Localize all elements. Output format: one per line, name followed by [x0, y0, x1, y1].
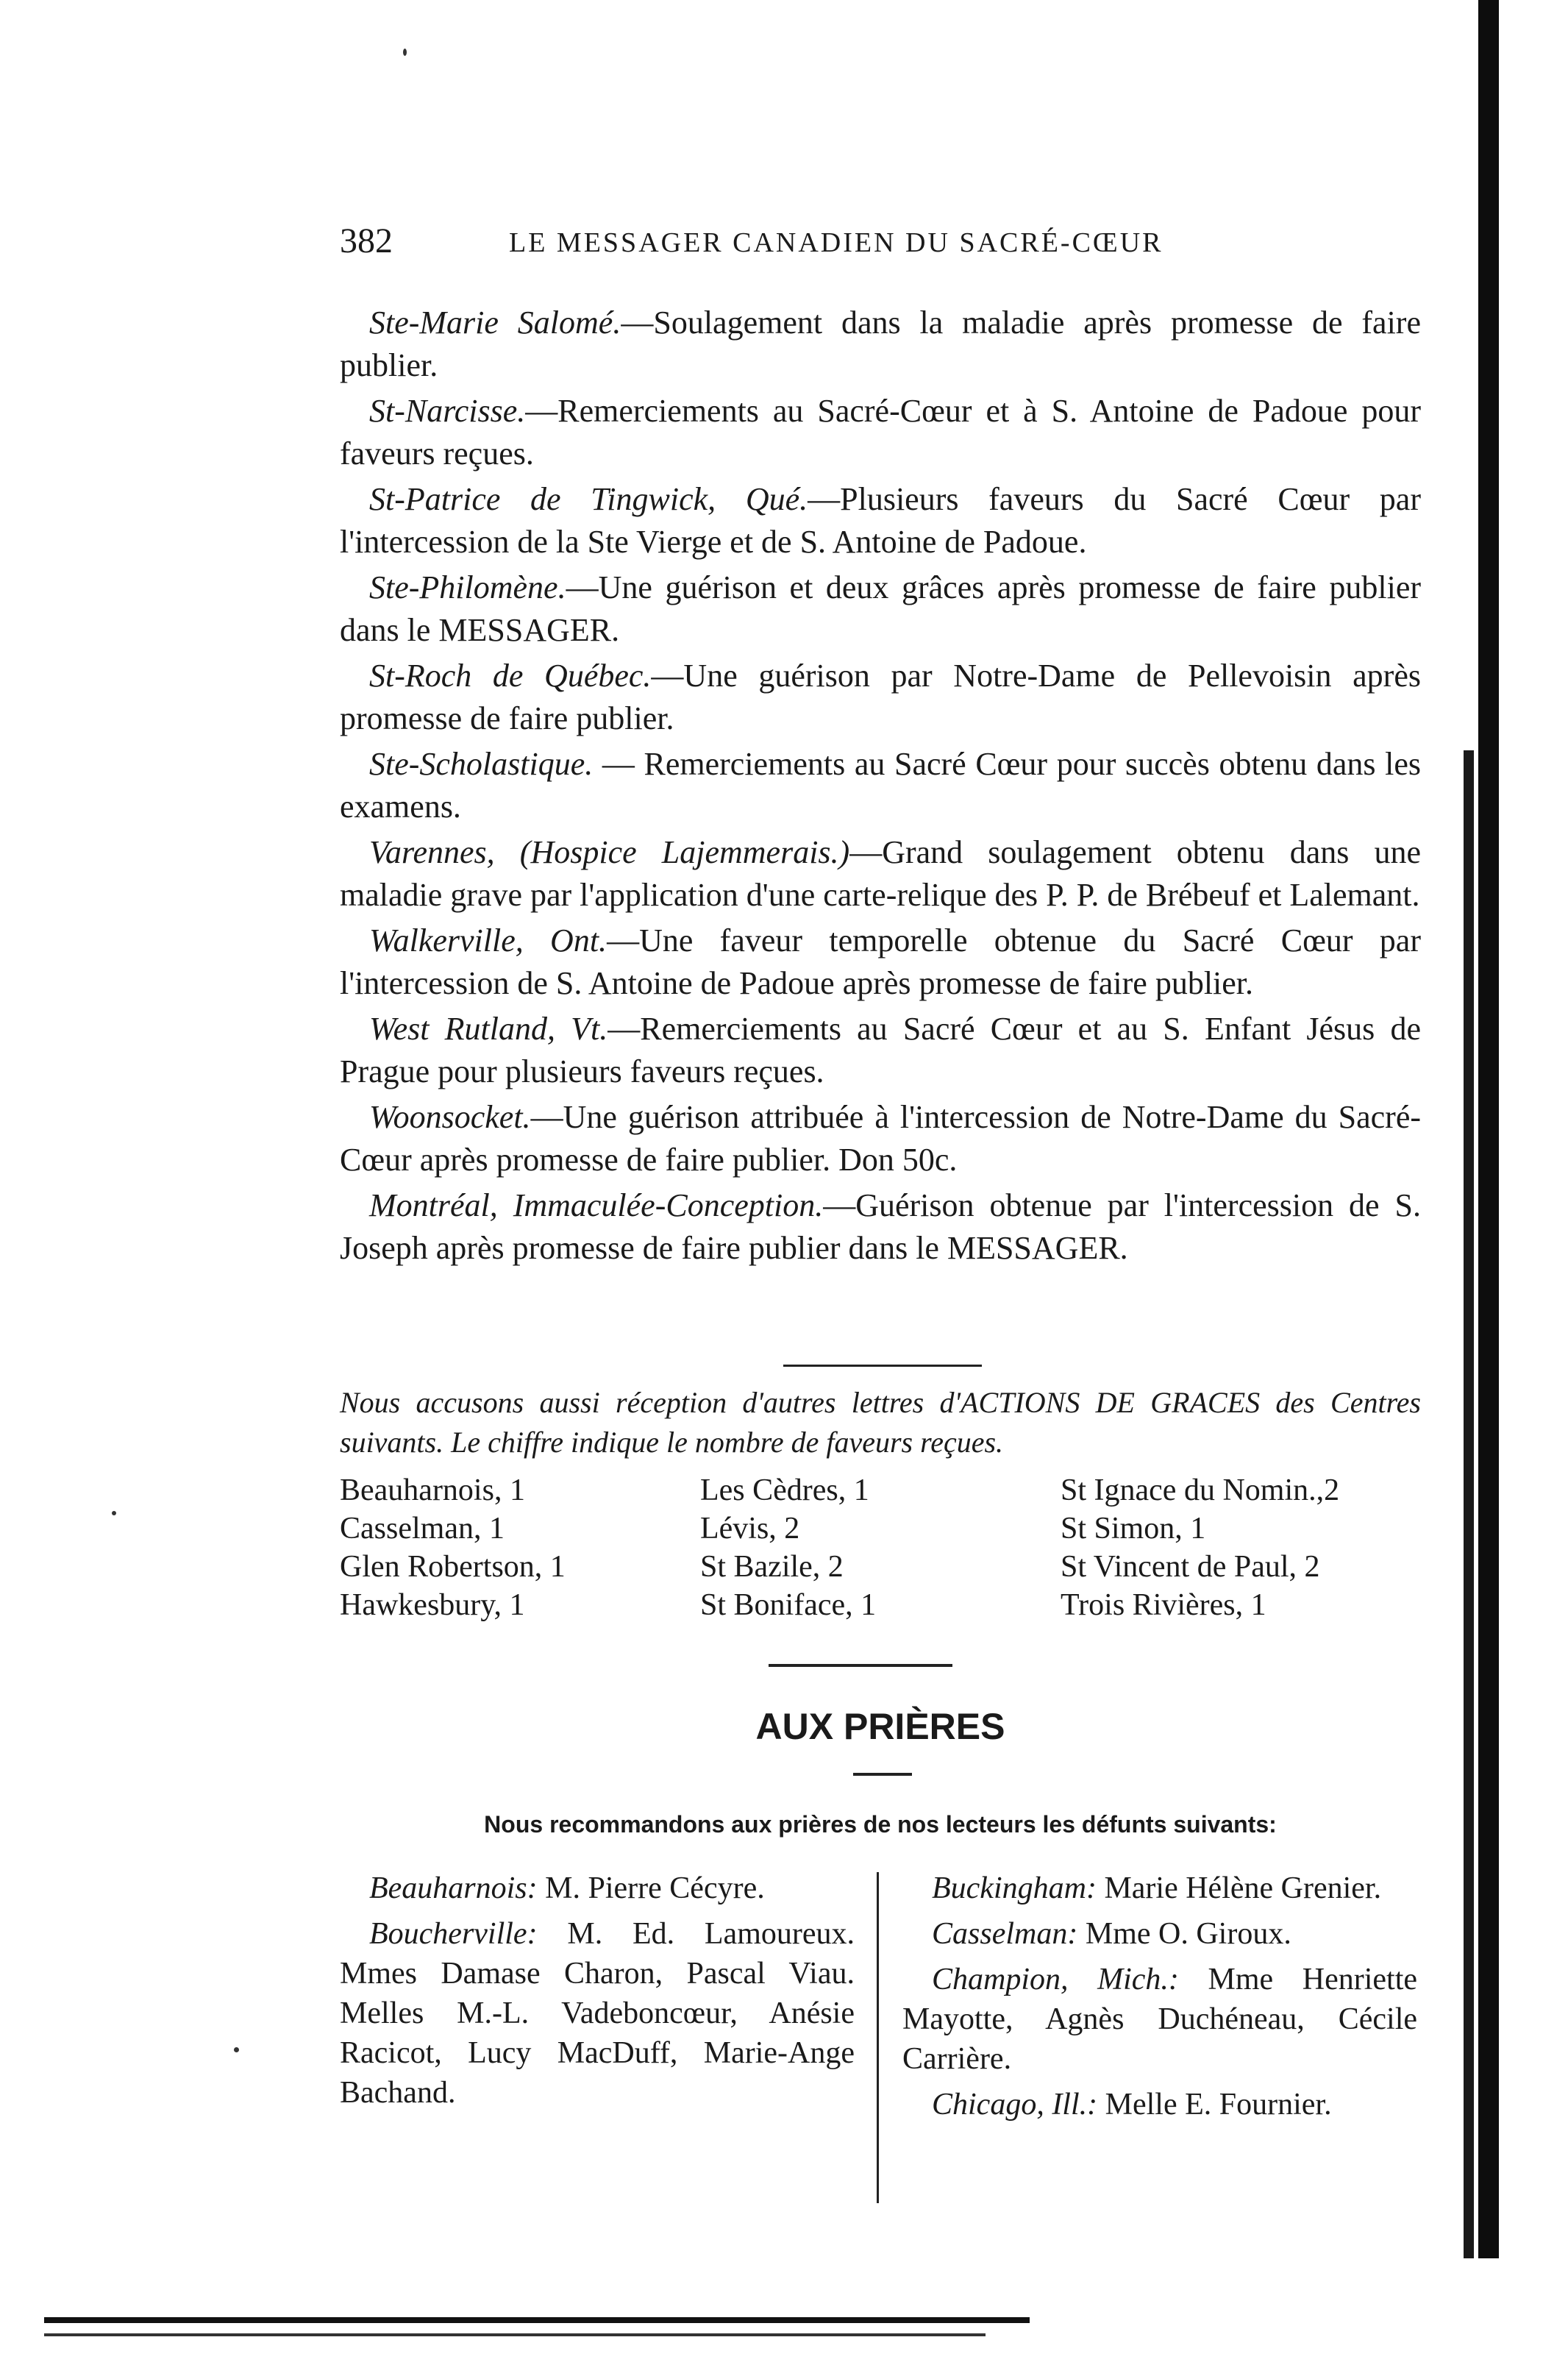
list-item: Beauharnois, 1: [340, 1473, 525, 1507]
deceased-names: M. Pierre Cécyre.: [537, 1871, 765, 1905]
scan-speck: [403, 49, 407, 56]
column-divider: [877, 1872, 879, 2203]
entry-text: —Remerciements au Sacré-Cœur et à S. Antoine de Padoue pour faveurs reçues.: [340, 393, 1421, 472]
page-number: 382: [340, 221, 393, 260]
entry: [340, 1184, 1421, 1270]
deceased-list: [340, 1868, 1421, 2207]
entry-place: St-Narcisse.: [369, 393, 526, 429]
divider-rule: [783, 1365, 982, 1367]
section-divider-rule: [769, 1664, 952, 1667]
entry-place: Walkerville, Ont.: [369, 922, 607, 959]
thanks-centres-list: [340, 1471, 1421, 1624]
list-item: St Ignace du Nomin.,2: [1061, 1473, 1340, 1507]
deceased-column-right: [902, 1868, 1417, 2130]
section-title: AUX PRIÈRES: [755, 1706, 1005, 1747]
entry-text: —Une guérison par Notre-Dame de Pellevoisin après promesse de faire publier.: [340, 658, 1421, 736]
other-thanks-note: Nous accusons aussi réception d'autres lettres d'ACTIONS DE GRACES des Centres suivants. Le chiffre indique le nombre de faveurs reçues.: [340, 1386, 1421, 1459]
scan-bottom-artifact-thin: [44, 2333, 986, 2336]
list-item: Casselman, 1: [340, 1512, 505, 1546]
deceased-entry: [340, 1868, 855, 1908]
entry-place: Ste-Scholastique.: [369, 746, 594, 782]
deceased-place: Chicago, Ill.:: [932, 2088, 1098, 2122]
entry-text: —Guérison obtenue par l'intercession de S. Joseph après promesse de faire publier dans le MESSAGER.: [340, 1187, 1421, 1266]
list-item: St Boniface, 1: [700, 1588, 877, 1622]
entry-place: Ste-Philomène.: [369, 569, 566, 605]
deceased-entry: [340, 1914, 855, 2113]
thanksgiving-entries: [340, 302, 1421, 1273]
scan-bottom-artifact: [44, 2317, 1030, 2323]
entry-place: West Rutland, Vt.: [369, 1011, 608, 1047]
deceased-entry: [902, 1914, 1417, 1954]
entry: [340, 1096, 1421, 1181]
entry-text: —Une guérison et deux grâces après promesse de faire publier dans le MESSAGER.: [340, 569, 1421, 648]
deceased-entry: [902, 2085, 1417, 2124]
list-item: Les Cèdres, 1: [700, 1473, 869, 1507]
scan-speck: [234, 2047, 239, 2052]
entry-text: —Une faveur temporelle obtenue du Sacré Cœur par l'intercession de S. Antoine de Padoue après promesse de faire publier.: [340, 922, 1421, 1001]
deceased-entry: [902, 1960, 1417, 2079]
scan-edge-shadow: [1478, 0, 1499, 2258]
entry: [340, 655, 1421, 740]
entry-text: — Remerciements au Sacré Cœur pour succès obtenu dans les examens.: [340, 746, 1421, 825]
deceased-names: Mme O. Giroux.: [1077, 1917, 1291, 1951]
scan-edge-shadow-inner: [1464, 750, 1474, 2258]
entry: [340, 302, 1421, 387]
deceased-column-left: [340, 1868, 855, 2119]
entry: [340, 743, 1421, 828]
entry-text: —Remerciements au Sacré Cœur et au S. Enfant Jésus de Prague pour plusieurs faveurs reçues.: [340, 1011, 1422, 1089]
entry: [340, 1008, 1421, 1093]
deceased-place: Beauharnois:: [369, 1871, 538, 1905]
deceased-names: Melle E. Fournier.: [1097, 2088, 1332, 2122]
entry-text: —Grand soulagement obtenu dans une maladie grave par l'application d'une carte-relique des P. P. de Brébeuf et Lalemant.: [340, 834, 1422, 913]
deceased-names: Marie Hélène Grenier.: [1096, 1871, 1382, 1905]
list-item: Glen Robertson, 1: [340, 1550, 566, 1584]
deceased-place: Champion, Mich.:: [932, 1963, 1179, 1996]
entry-text: —Plusieurs faveurs du Sacré Cœur par l'intercession de la Ste Vierge et de S. Antoine de Padoue.: [340, 481, 1421, 560]
entry: [340, 920, 1421, 1005]
scan-speck: [112, 1511, 116, 1515]
entry: [340, 831, 1421, 917]
list-item: Lévis, 2: [700, 1512, 800, 1546]
deceased-entry: [902, 1868, 1417, 1908]
title-underline: [853, 1773, 912, 1776]
deceased-place: Boucherville:: [369, 1917, 538, 1951]
entry-place: Woonsocket.: [369, 1099, 531, 1135]
list-item: Trois Rivières, 1: [1061, 1588, 1266, 1622]
entry-place: Ste-Marie Salomé.: [369, 305, 621, 341]
entry-text: —Une guérison attribuée à l'intercession de Notre-Dame du Sacré-Cœur après promesse de faire publier. Don 50c.: [340, 1099, 1421, 1178]
entry: [340, 478, 1421, 563]
list-item: St Simon, 1: [1061, 1512, 1206, 1546]
section-intro: Nous recommandons aux prières de nos lecteurs les défunts suivants:: [484, 1811, 1277, 1838]
entry-text: —Soulagement dans la maladie après promesse de faire publier.: [340, 305, 1421, 383]
entry-place: St-Patrice de Tingwick, Qué.: [369, 481, 808, 517]
entry: [340, 566, 1421, 652]
list-item: St Vincent de Paul, 2: [1061, 1550, 1320, 1584]
deceased-names: Mme Henriette Mayotte, Agnès Duchéneau, Cécile Carrière.: [902, 1963, 1418, 2076]
list-item: St Bazile, 2: [700, 1550, 844, 1584]
entry-place: Varennes, (Hospice Lajemmerais.): [369, 834, 850, 870]
running-title: LE MESSAGER CANADIEN DU SACRÉ-CŒUR: [509, 227, 1163, 258]
list-item: Hawkesbury, 1: [340, 1588, 525, 1622]
deceased-names: M. Ed. Lamoureux. Mmes Damase Charon, Pascal Viau. Melles M.-L. Vadeboncœur, Anésie Racicot, Lucy MacDuff, Marie-Ange Bachand.: [340, 1917, 855, 2110]
entry: [340, 390, 1421, 475]
deceased-place: Casselman:: [932, 1917, 1078, 1951]
entry-place: St-Roch de Québec.: [369, 658, 652, 694]
entry-place: Montréal, Immaculée-Conception.: [369, 1187, 824, 1223]
deceased-place: Buckingham:: [932, 1871, 1097, 1905]
page-header: [340, 221, 1421, 265]
